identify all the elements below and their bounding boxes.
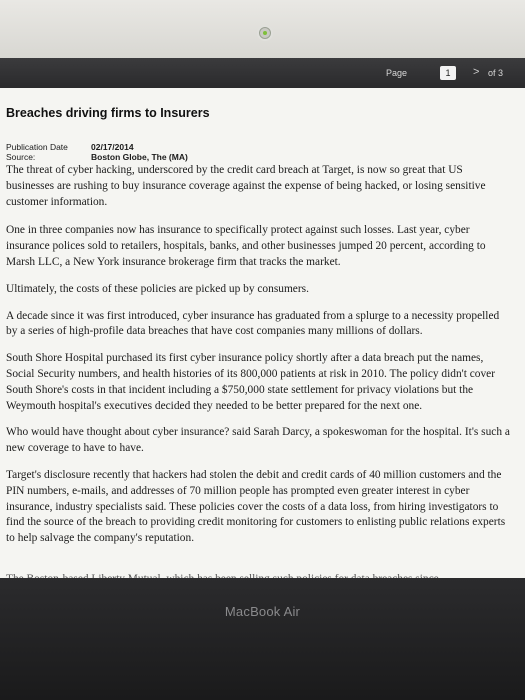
device-brand-label: MacBook Air <box>224 604 301 619</box>
pdf-toolbar <box>0 58 525 88</box>
paragraph: Ultimately, the costs of these policies are picked up by consumers. <box>6 282 309 295</box>
document-body <box>6 106 511 558</box>
paragraph: A decade since it was first introduced, cyber insurance has graduated from a splurge to a necessity propelled by a series of high-profile data breaches that have cost companies many millions of dollars. <box>6 309 500 338</box>
source-value: Boston Globe, The (MA) <box>91 152 188 162</box>
webcam-icon <box>259 27 271 39</box>
page-label: Page <box>386 68 408 78</box>
laptop-bezel-top <box>0 0 525 58</box>
next-page-button[interactable]: > <box>473 66 480 78</box>
screen <box>0 58 525 578</box>
page-total: of 3 <box>488 68 504 78</box>
paragraph: Target's disclosure recently that hackers had stolen the debit and credit cards of 40 million customers and the PIN numbers, e-mails, and addresses of 70 million people has prompted even greater interest in cyber insurance, industry specialists said. These policies cover the costs of a data loss, from hiring investigators to find the source of the breach to providing credit monitoring for customers to enlisting public relations experts to help salvage the company's reputation. <box>6 468 506 545</box>
paragraph: South Shore Hospital purchased its first cyber insurance policy shortly after a data breach put the names, Social Security numbers, and health histories of its 800,000 patients at risk in 2010. The policy didn't cover South Shore's costs in that incident including a $750,000 state settlement for privacy violations but the Weymouth hospital's executives decided they needed to be better prepared for the next one. <box>6 352 496 412</box>
article-title: Breaches driving firms to Insurers <box>6 106 210 120</box>
page-number-input[interactable]: 1 <box>440 66 456 80</box>
paragraph: One in three companies now has insurance to specifically protect against such losses. Last year, cyber insurance polices sold to retailers, hospitals, banks, and other businesses jumped 20 percent, according to Marsh LLC, a New York insurance brokerage firm that tracks the market. <box>6 224 486 268</box>
paragraph: Who would have thought about cyber insurance? said Sarah Darcy, a spokeswoman for the hospital. It's such a new coverage to have to have. <box>6 426 510 455</box>
paragraph: The threat of cyber hacking, underscored by the credit card breach at Target, is now so great that US businesses are rushing to buy insurance coverage against the expense of being hacked, or losing sensitive customer information. <box>6 164 486 208</box>
article-meta <box>6 142 511 162</box>
publication-date-label: Publication Date <box>6 142 68 152</box>
laptop-bezel-bottom <box>0 578 525 700</box>
source-label: Source: <box>6 152 36 162</box>
publication-date: 02/17/2014 <box>91 142 134 152</box>
